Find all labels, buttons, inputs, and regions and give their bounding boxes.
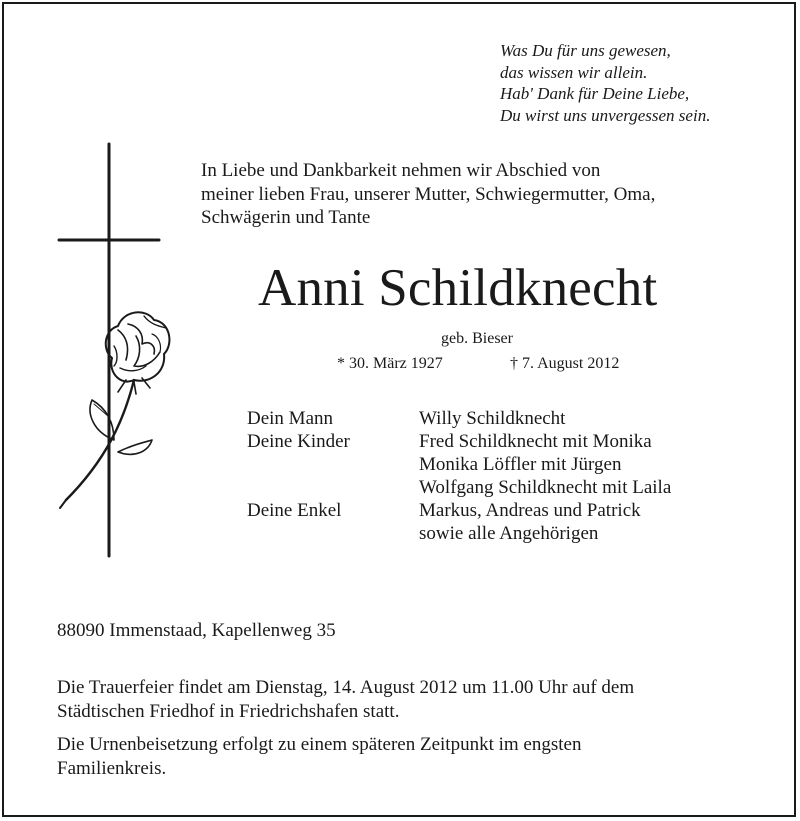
family-member: Fred Schildknecht mit Monika (419, 431, 652, 452)
family-role: Dein Mann (247, 408, 334, 429)
family-role: Deine Kinder (247, 431, 350, 452)
maiden-name: geb. Bieser (441, 330, 513, 347)
poem-line: Du wirst uns unvergessen sein. (500, 105, 711, 125)
memorial-poem (500, 40, 710, 126)
family-address: 88090 Immenstaad, Kapellenweg 35 (57, 620, 336, 641)
funeral-line: Die Trauerfeier findet am Dienstag, 14. August 2012 um 11.00 Uhr auf dem (57, 677, 635, 698)
cross-with-rose-icon (54, 140, 184, 560)
family-member: Wolfgang Schildknecht mit Laila (419, 477, 672, 498)
deceased-name: Anni Schildknecht (258, 259, 658, 317)
intro-line: meiner lieben Frau, unserer Mutter, Schwiegermutter, Oma, (201, 183, 656, 205)
intro-text (201, 159, 655, 230)
funeral-info (57, 676, 634, 723)
intro-line: In Liebe und Dankbarkeit nehmen wir Abschied von (201, 160, 601, 181)
poem-line: Hab' Dank für Deine Liebe, (500, 84, 690, 103)
urn-burial-info (57, 733, 581, 780)
intro-line: Schwägerin und Tante (201, 207, 371, 228)
death-date: † 7. August 2012 (510, 355, 620, 372)
funeral-line: Städtischen Friedhof in Friedrichshafen statt. (57, 700, 400, 722)
family-member: Markus, Andreas und Patrick (419, 500, 641, 521)
family-member: Monika Löffler mit Jürgen (419, 454, 622, 475)
family-member: sowie alle Angehörigen (419, 523, 599, 544)
urn-line: Familienkreis. (57, 757, 167, 779)
family-role: Deine Enkel (247, 500, 342, 521)
poem-line: das wissen wir allein. (500, 62, 648, 82)
birth-date: * 30. März 1927 (337, 355, 443, 372)
urn-line: Die Urnenbeisetzung erfolgt zu einem späteren Zeitpunkt im engsten (57, 734, 582, 755)
poem-line: Was Du für uns gewesen, (500, 41, 671, 60)
family-member: Willy Schildknecht (419, 408, 566, 429)
